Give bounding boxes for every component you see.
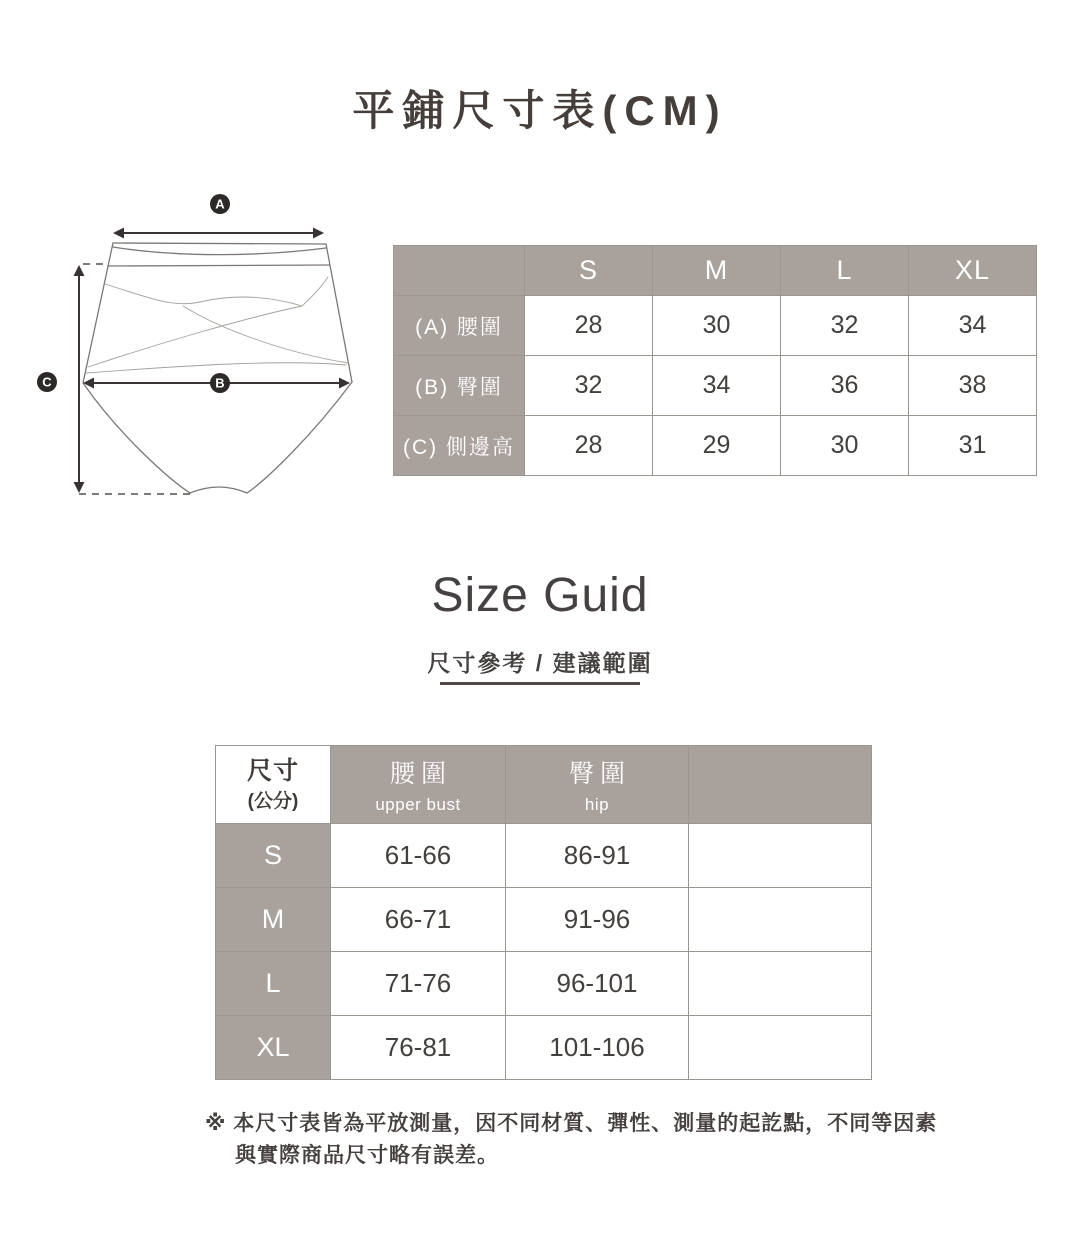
table-row xyxy=(216,952,872,1016)
hip-header-zh: 臀圍 xyxy=(568,760,631,788)
hip-range-xl: 101-106 xyxy=(506,1016,689,1080)
page-title: 平鋪尺寸表(CM) xyxy=(352,87,728,134)
cell-side-m: 29 xyxy=(653,416,781,476)
footnote-line-1: ※ 本尺寸表皆為平放測量，因不同材質、彈性、測量的起訖點，不同等因素 xyxy=(205,1112,938,1135)
label-c-text: C xyxy=(42,374,52,390)
table-row xyxy=(394,296,1037,356)
fold-line-upper xyxy=(105,284,302,306)
table-row xyxy=(394,356,1037,416)
arrowhead-a-left xyxy=(113,228,124,239)
size-cell-s: S xyxy=(216,824,331,888)
size-header-l: L xyxy=(781,246,909,296)
arrowhead-c-top xyxy=(74,265,85,276)
waist-range-xl: 76-81 xyxy=(331,1016,506,1080)
cell-waist-s: 28 xyxy=(525,296,653,356)
right-leg-curve xyxy=(247,382,352,493)
crotch-curve xyxy=(190,487,247,493)
table-row xyxy=(216,1016,872,1080)
size-cell-xl: XL xyxy=(216,1016,331,1080)
row-label-side-height: (C) 側邊高 xyxy=(394,416,525,476)
size-header-s: S xyxy=(525,246,653,296)
empty-cell xyxy=(689,824,872,888)
size-header-m: M xyxy=(653,246,781,296)
size-unit-header-cell xyxy=(216,746,331,824)
table-row xyxy=(394,416,1037,476)
size-guide-subheading: 尺寸參考 / 建議範圍 xyxy=(427,650,653,676)
arrowhead-c-bottom xyxy=(74,482,85,493)
label-b-text: B xyxy=(215,375,225,391)
row-label-hip: (B) 臀圍 xyxy=(394,356,525,416)
cell-hip-l: 36 xyxy=(781,356,909,416)
waist-header-zh: 腰圍 xyxy=(389,760,452,788)
label-b-badge xyxy=(210,373,230,393)
cell-hip-s: 32 xyxy=(525,356,653,416)
empty-column-header xyxy=(689,746,872,824)
label-c-badge xyxy=(37,372,57,392)
hip-range-s: 86-91 xyxy=(506,824,689,888)
table-row xyxy=(216,888,872,952)
subheading-underline xyxy=(440,682,640,685)
cell-hip-m: 34 xyxy=(653,356,781,416)
waist-range-s: 61-66 xyxy=(331,824,506,888)
row-label-waist: (A) 腰圍 xyxy=(394,296,525,356)
left-leg-curve xyxy=(83,383,190,493)
empty-cell xyxy=(689,1016,872,1080)
footnote-line-2: 與實際商品尺寸略有誤差。 xyxy=(235,1144,499,1167)
hip-range-m: 91-96 xyxy=(506,888,689,952)
size-header-xl: XL xyxy=(909,246,1037,296)
label-a-text: A xyxy=(215,196,225,212)
waist-header-en: upper bust xyxy=(375,795,461,814)
size-guide-heading: Size Guid xyxy=(431,569,649,622)
size-guide-table xyxy=(215,745,872,1080)
hip-range-l: 96-101 xyxy=(506,952,689,1016)
size-unit-title: 尺寸 xyxy=(246,757,299,785)
cell-side-xl: 31 xyxy=(909,416,1037,476)
panty-diagram-svg xyxy=(20,180,380,510)
cell-waist-xl: 34 xyxy=(909,296,1037,356)
hip-column-header xyxy=(506,746,689,824)
waistband-top-line xyxy=(113,243,326,244)
hip-header-en: hip xyxy=(584,795,610,814)
waist-range-m: 66-71 xyxy=(331,888,506,952)
waistband-bottom-line xyxy=(108,265,330,266)
waist-range-l: 71-76 xyxy=(331,952,506,1016)
empty-cell xyxy=(689,888,872,952)
waistband-elastic-line xyxy=(113,247,326,255)
cell-side-l: 30 xyxy=(781,416,909,476)
waist-column-header xyxy=(331,746,506,824)
empty-cell xyxy=(689,952,872,1016)
cell-waist-m: 30 xyxy=(653,296,781,356)
size-cell-m: M xyxy=(216,888,331,952)
arrowhead-a-right xyxy=(313,228,324,239)
flat-size-table xyxy=(393,245,1037,476)
table-row xyxy=(216,824,872,888)
cell-hip-xl: 38 xyxy=(909,356,1037,416)
size-cell-l: L xyxy=(216,952,331,1016)
arrowhead-b-left xyxy=(83,378,94,389)
flat-table-corner-cell xyxy=(394,246,525,296)
fold-line-hip xyxy=(86,363,346,373)
size-unit-sub: (公分) xyxy=(247,791,299,812)
footnote xyxy=(205,1108,937,1172)
garment-diagram xyxy=(20,180,380,510)
cell-waist-l: 32 xyxy=(781,296,909,356)
label-a-badge xyxy=(210,194,230,214)
cell-side-s: 28 xyxy=(525,416,653,476)
